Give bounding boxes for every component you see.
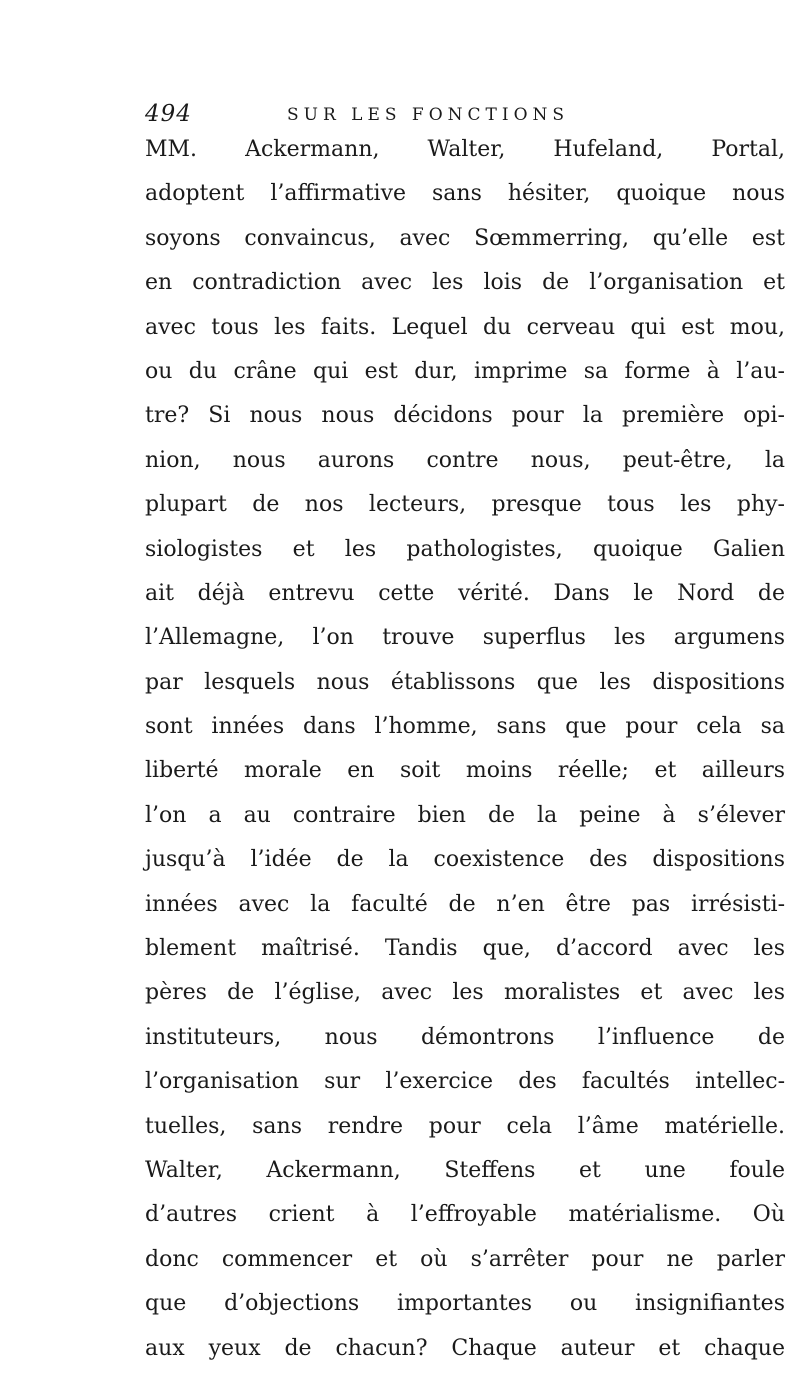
- text-line: siologistes et les pathologistes, quoique Galien: [145, 536, 785, 562]
- text-line: par lesquels nous établissons que les dispositions: [145, 669, 785, 695]
- text-line: soyons convaincus, avec Sœmmerring, qu’elle est: [145, 225, 785, 251]
- text-line: tuelles, sans rendre pour cela l’âme matérielle.: [145, 1113, 785, 1139]
- text-line: aux yeux de chacun? Chaque auteur et chaque: [145, 1335, 785, 1361]
- text-line: plupart de nos lecteurs, presque tous les phy-: [145, 492, 785, 518]
- page-number: 494: [145, 101, 192, 127]
- text-line: l’on a au contraire bien de la peine à s’élever: [145, 802, 785, 828]
- text-line: blement maîtrisé. Tandis que, d’accord avec les: [145, 936, 785, 962]
- text-line: nion, nous aurons contre nous, peut-être, la: [145, 447, 785, 473]
- text-line: jusqu’à l’idée de la coexistence des dispositions: [145, 847, 785, 873]
- text-line: ou du crâne qui est dur, imprime sa forme à l’au-: [145, 358, 785, 384]
- running-head: [145, 101, 785, 131]
- text-line: MM. Ackermann, Walter, Hufeland, Portal,: [145, 137, 785, 162]
- text-line: donc commencer et où s’arrêter pour ne parler: [145, 1246, 785, 1272]
- text-line: d’autres crient à l’effroyable matérialisme. Où: [145, 1202, 785, 1228]
- text-line: sont innées dans l’homme, sans que pour cela sa: [145, 714, 785, 740]
- text-line: que d’objections importantes ou insignifiantes: [145, 1291, 785, 1317]
- text-line: instituteurs, nous démontrons l’influence de: [145, 1024, 785, 1050]
- body-text: [145, 128, 785, 1371]
- text-line: pères de l’église, avec les moralistes et avec les: [145, 980, 785, 1006]
- text-line: innées avec la faculté de n’en être pas irrésisti-: [145, 891, 785, 917]
- text-line: l’Allemagne, l’on trouve superflus les argumens: [145, 625, 785, 651]
- text-line: en contradiction avec les lois de l’organisation et: [145, 270, 785, 296]
- text-line: l’organisation sur l’exercice des facultés intellec-: [145, 1069, 785, 1095]
- text-line: liberté morale en soit moins réelle; et ailleurs: [145, 758, 785, 784]
- text-line: tre? Si nous nous décidons pour la première opi-: [145, 403, 785, 429]
- text-line: adoptent l’affirmative sans hésiter, quoique nous: [145, 181, 785, 207]
- text-line: ait déjà entrevu cette vérité. Dans le Nord de: [145, 580, 785, 606]
- text-line: avec tous les faits. Lequel du cerveau qui est mou,: [145, 314, 785, 340]
- running-title: SUR LES FONCTIONS: [287, 105, 570, 125]
- text-line: Walter, Ackermann, Steffens et une foule: [145, 1157, 785, 1183]
